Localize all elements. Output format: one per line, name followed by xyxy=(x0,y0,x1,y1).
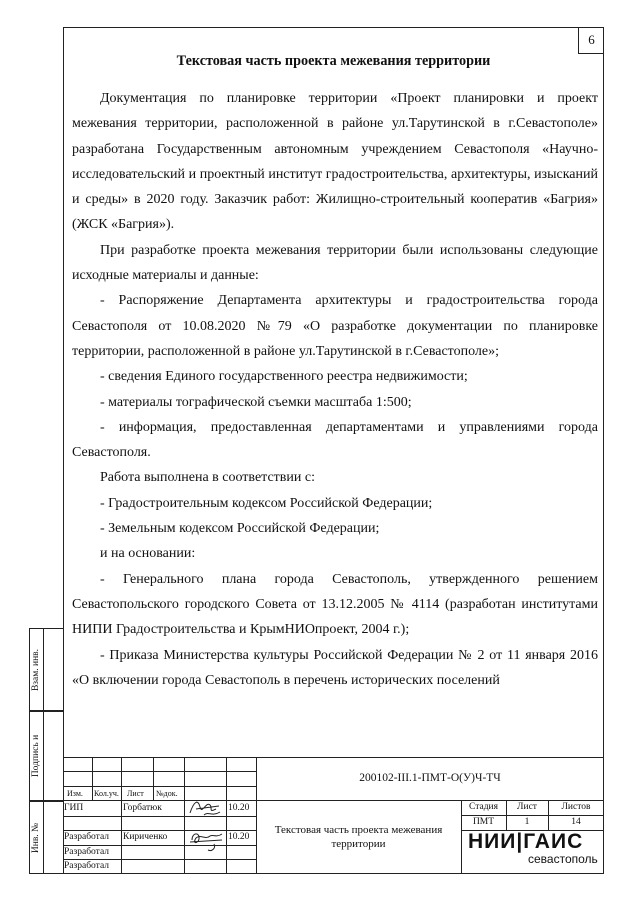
stadia-label: Стадия xyxy=(469,802,498,812)
listov-label: Листов xyxy=(561,802,591,812)
stadia-value: ПМТ xyxy=(472,817,495,827)
list-label: Лист xyxy=(517,802,537,812)
stamp-header-kol-uch: Кол.уч. xyxy=(94,789,119,798)
stamp-date: 10.20 xyxy=(228,803,250,813)
logo-main-text: НИИ|ГАИС xyxy=(468,830,584,853)
paragraph: Документация по планировке территории «Проект планировки и проект межевания территории, расположенной в районе ул.Тарутинской в г.Севастополе» разработана Государственным автономным учреждением Севастополя «Научно-исследовательский и проектный институт градостроительства, архитектуры, изысканий и среды» в 2020 году. Заказчик работ: Жилищно-строительный кооператив «Багрия» (ЖСК «Багрия»). xyxy=(72,91,598,233)
paragraph: - сведения Единого государственного реестра недвижимости; xyxy=(100,369,468,385)
paragraph: - Градостроительным кодексом Российской Федерации; xyxy=(100,495,433,511)
paragraph: - Генерального плана города Севастополь, утвержденного решением Севастопольского городского Совета от 13.12.2005 № 4114 (разработан институтами НИПИ Градостроительства и КрымНИОпроект, 2004 г.); xyxy=(72,571,598,638)
stamp-date: 10.20 xyxy=(228,832,250,842)
document-body xyxy=(72,86,598,693)
side-label-podpis: Подпись и xyxy=(31,734,42,778)
stamp-role: ГИП xyxy=(64,803,84,813)
stamp-header-izm: Изм. xyxy=(67,789,83,798)
document-name: Текстовая часть проекта межевания территории xyxy=(274,824,443,850)
stamp-role: Разработал xyxy=(64,861,109,871)
paragraph: При разработке проекта межевания территории были использованы следующие исходные материалы и данные: xyxy=(72,242,598,284)
stamp-name: Кириченко xyxy=(123,832,168,842)
stamp-role: Разработал xyxy=(64,847,109,857)
paragraph: - информация, предоставленная департаментами и управлениями города Севастополя. xyxy=(72,419,598,461)
niigais-logo xyxy=(464,830,604,872)
logo-sub-text: севастополь xyxy=(528,852,598,866)
sheet-number: 6 xyxy=(578,27,604,54)
list-value: 1 xyxy=(524,817,530,827)
stamp-header-n-dok: №док. xyxy=(156,789,178,798)
document-code: 200102-III.1-ПМТ-О(У)Ч-ТЧ xyxy=(359,772,501,784)
stamp-name: Горбатюк xyxy=(123,803,162,813)
paragraph: - Земельным кодексом Российской Федерации; xyxy=(100,521,380,537)
stamp-header-list: Лист xyxy=(127,789,144,798)
paragraph: - материалы тографической съемки масштаба 1:500; xyxy=(100,394,412,410)
side-label-vzam-inv: Взам. инв. xyxy=(31,648,42,691)
document-title: Текстовая часть проекта межевания территории xyxy=(176,53,491,69)
signature-kirichenko xyxy=(186,826,226,854)
paragraph: и на основании: xyxy=(100,546,196,562)
signature-gorbatyuk xyxy=(186,797,224,819)
listov-value: 14 xyxy=(571,817,581,827)
side-label-inv-no: Инв. № xyxy=(31,822,41,853)
stamp-role: Разработал xyxy=(64,832,109,842)
paragraph: - Распоряжение Департамента архитектуры и градостроительства города Севастополя от 10.08.2020 №79 «О разработке документации по планировке территории, расположенной в районе ул.Тарутинской в г.Севастополе»; xyxy=(72,293,598,359)
paragraph: Работа выполнена в соответствии с: xyxy=(100,470,315,486)
paragraph: - Приказа Министерства культуры Российской Федерации № 2 от 11 января 2016 «О включении города Севастополь в перечень исторических поселений xyxy=(72,647,598,688)
